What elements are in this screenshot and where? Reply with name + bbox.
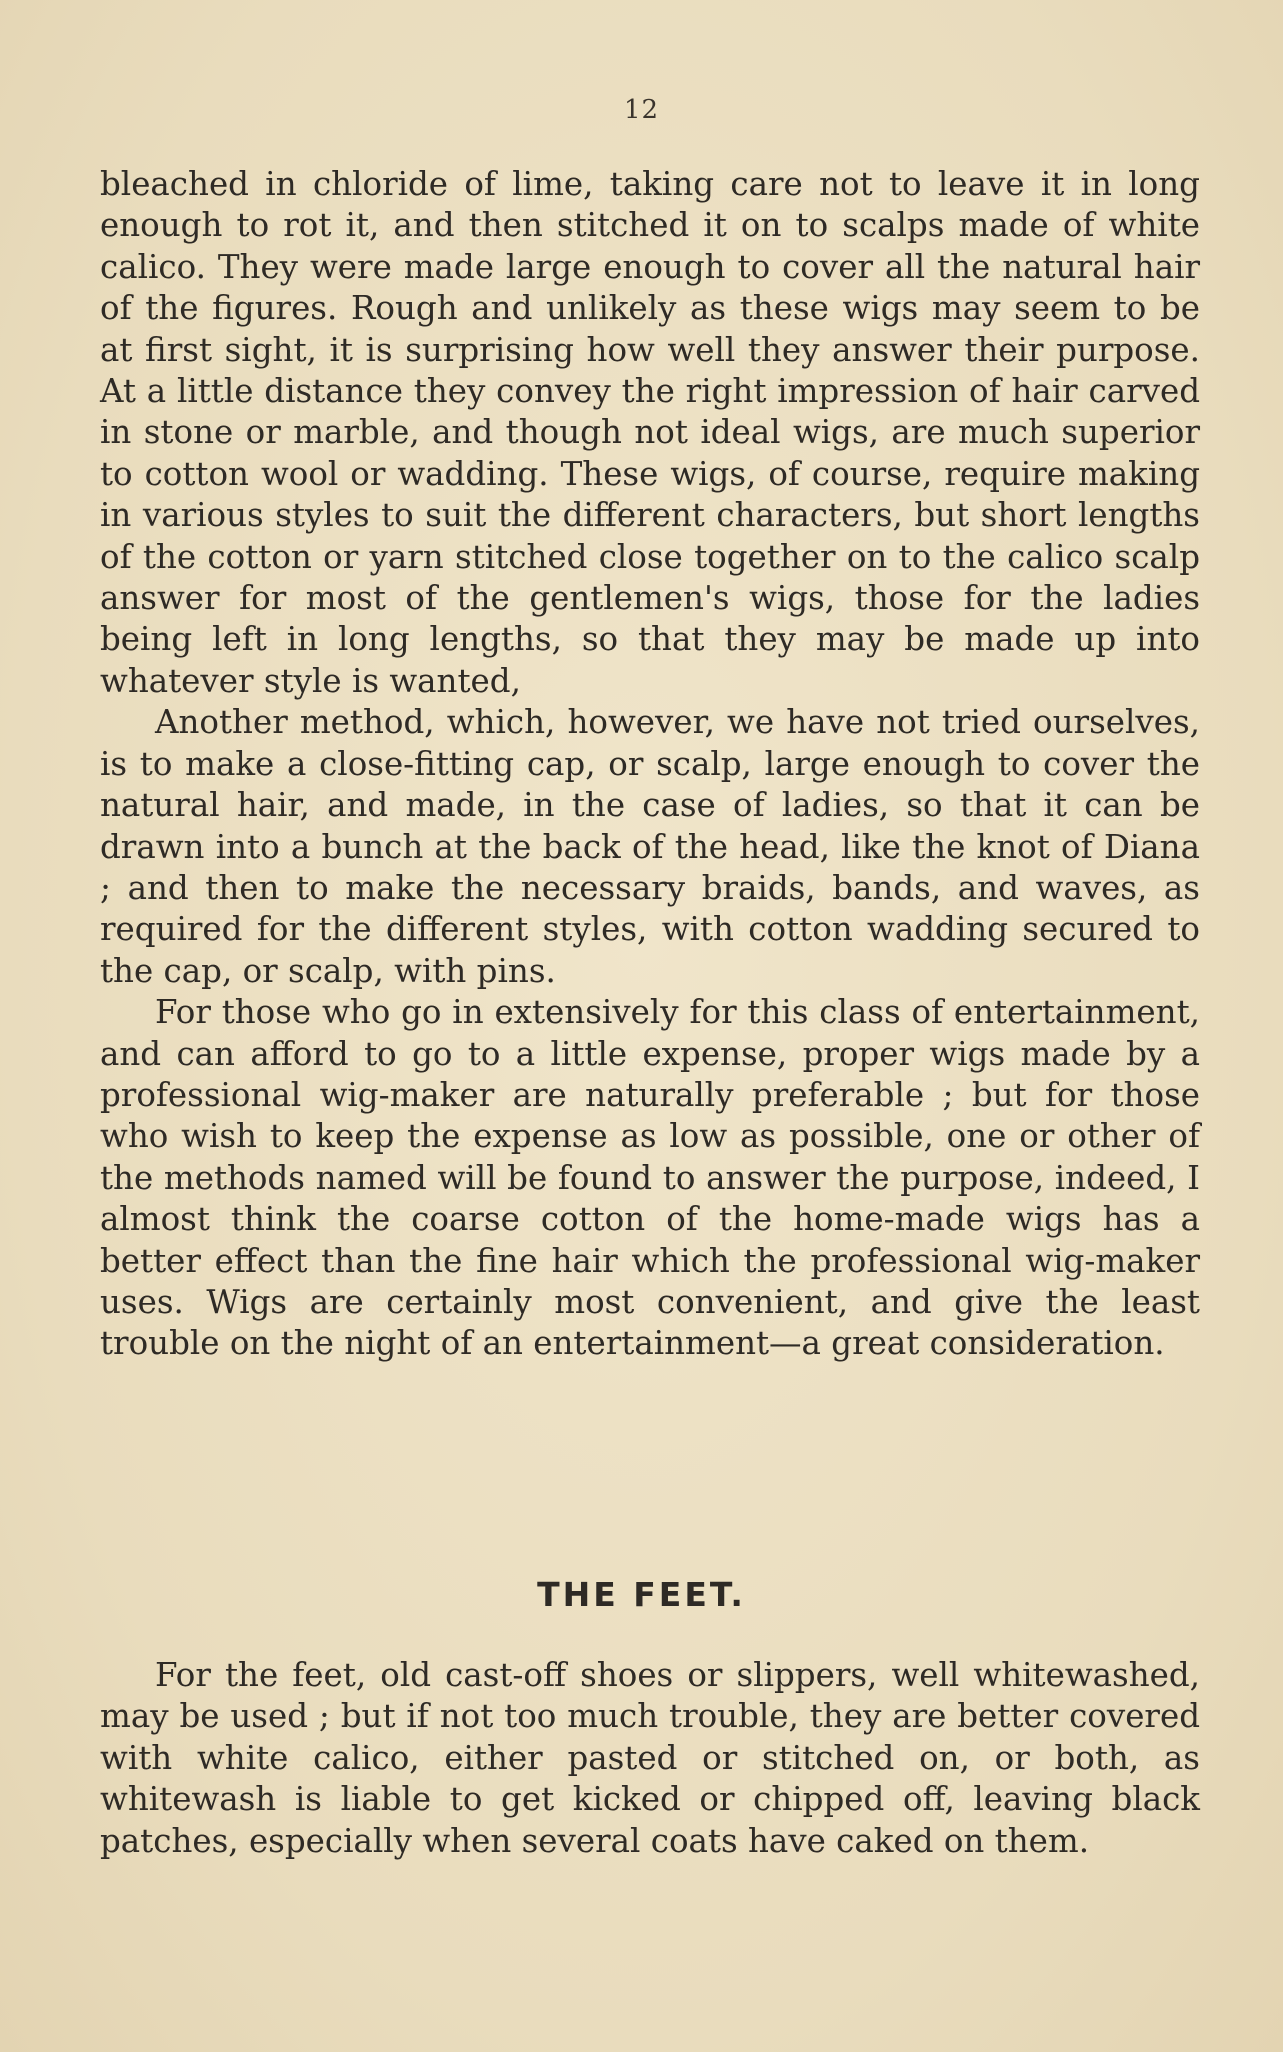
section-heading: THE FEET. xyxy=(537,1575,746,1614)
body-text-feet xyxy=(100,1655,1200,1862)
body-text-top xyxy=(100,164,1200,1365)
paragraph-wigs-continued: bleached in chloride of lime, taking care not to leave it in long enough to rot it, and then stitched it on to scalps made of white calico. They were made large enough to cover all the natural hair of the figures. Rough and unlikely as these wigs may seem to be at first sight, it is surprising how well they answer their purpose. At a little distance they convey the right impression of hair carved in stone or marble, and though not ideal wigs, are much superior to cotton wool or wadding. These wigs, of course, require making in various styles to suit the different characters, but short lengths of the cotton or yarn stitched close together on to the calico scalp answer for most of the gentlemen's wigs, those for the ladies being left in long lengths, so that they may be made up into whatever style is wanted, xyxy=(100,165,1200,700)
paragraph-another-method: Another method, which, however, we have not tried ourselves, is to make a close-fitting cap, or scalp, large enough to cover the natural hair, and made, in the case of ladies, so that it can be drawn into a bunch at the back of the head, like the knot of Diana ; and then to make the necessary braids, bands, and waves, as required for the different styles, with cotton wadding secured to the cap, or scalp, with pins. xyxy=(100,703,1200,990)
page-number: 12 xyxy=(623,95,660,125)
paragraph-professional-wigs: For those who go in extensively for this class of entertainment, and can afford to go to a little expense, proper wigs made by a professional wig-maker are naturally preferable ; but for those who wish to keep the expense as low as possible, one or other of the methods named will be found to answer the purpose, indeed, I almost think the coarse cotton of the home-made wigs has a better effect than the fine hair which the professional wig-maker uses. Wigs are certainly most convenient, and give the least trouble on the night of an entertainment—a great consideration. xyxy=(100,993,1200,1363)
paragraph-feet: For the feet, old cast-off shoes or slippers, well whitewashed, may be used ; but if not too much trouble, they are better covered with white calico, either pasted or stitched on, or both, as whitewash is liable to get kicked or chipped off, leaving black patches, especially when several coats have caked on them. xyxy=(100,1656,1200,1860)
